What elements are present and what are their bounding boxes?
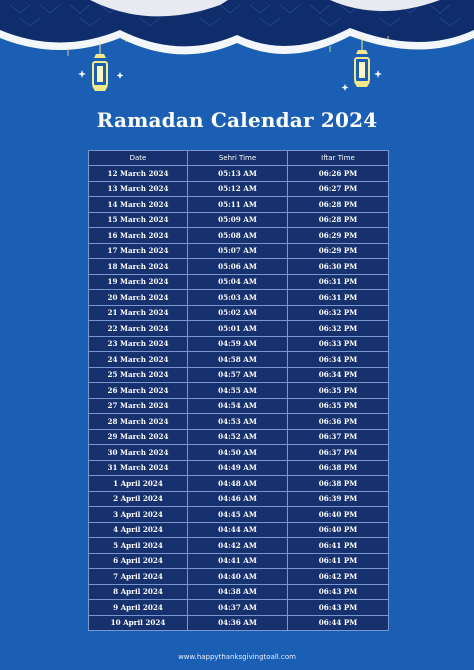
sehri-time-cell: 05:09 AM bbox=[188, 212, 288, 228]
iftar-time-cell: 06:37 PM bbox=[288, 445, 389, 461]
date-cell: 23 March 2024 bbox=[89, 336, 188, 352]
iftar-time-cell: 06:35 PM bbox=[288, 398, 389, 414]
iftar-time-cell: 06:27 PM bbox=[288, 181, 389, 197]
sehri-time-cell: 04:55 AM bbox=[188, 383, 288, 399]
sehri-time-cell: 05:01 AM bbox=[188, 321, 288, 337]
sehri-time-cell: 04:46 AM bbox=[188, 491, 288, 507]
date-cell: 6 April 2024 bbox=[89, 553, 188, 569]
iftar-time-cell: 06:37 PM bbox=[288, 429, 389, 445]
table-row bbox=[89, 166, 389, 182]
table-row bbox=[89, 274, 389, 290]
table-row bbox=[89, 445, 389, 461]
sehri-time-cell: 05:08 AM bbox=[188, 228, 288, 244]
date-cell: 26 March 2024 bbox=[89, 383, 188, 399]
sehri-time-cell: 04:41 AM bbox=[188, 553, 288, 569]
date-cell: 4 April 2024 bbox=[89, 522, 188, 538]
iftar-time-cell: 06:28 PM bbox=[288, 212, 389, 228]
iftar-time-cell: 06:38 PM bbox=[288, 460, 389, 476]
date-cell: 21 March 2024 bbox=[89, 305, 188, 321]
sehri-time-cell: 05:03 AM bbox=[188, 290, 288, 306]
date-cell: 20 March 2024 bbox=[89, 290, 188, 306]
sehri-time-cell: 05:11 AM bbox=[188, 197, 288, 213]
iftar-time-cell: 06:39 PM bbox=[288, 491, 389, 507]
table-row bbox=[89, 476, 389, 492]
iftar-time-cell: 06:43 PM bbox=[288, 600, 389, 616]
iftar-time-cell: 06:32 PM bbox=[288, 321, 389, 337]
iftar-time-cell: 06:26 PM bbox=[288, 166, 389, 182]
table-row bbox=[89, 243, 389, 259]
table-row bbox=[89, 615, 389, 631]
sehri-time-cell: 04:58 AM bbox=[188, 352, 288, 368]
date-cell: 29 March 2024 bbox=[89, 429, 188, 445]
sehri-time-cell: 05:12 AM bbox=[188, 181, 288, 197]
iftar-time-cell: 06:33 PM bbox=[288, 336, 389, 352]
iftar-time-cell: 06:29 PM bbox=[288, 243, 389, 259]
table-row bbox=[89, 259, 389, 275]
iftar-time-cell: 06:30 PM bbox=[288, 259, 389, 275]
sehri-time-cell: 05:02 AM bbox=[188, 305, 288, 321]
crescent-moon-icon bbox=[327, 46, 333, 64]
date-cell: 19 March 2024 bbox=[89, 274, 188, 290]
table-row bbox=[89, 336, 389, 352]
table-row bbox=[89, 538, 389, 554]
iftar-time-cell: 06:36 PM bbox=[288, 414, 389, 430]
date-cell: 9 April 2024 bbox=[89, 600, 188, 616]
iftar-time-cell: 06:43 PM bbox=[288, 584, 389, 600]
table-row bbox=[89, 228, 389, 244]
iftar-time-cell: 06:34 PM bbox=[288, 352, 389, 368]
table-row bbox=[89, 305, 389, 321]
date-cell: 5 April 2024 bbox=[89, 538, 188, 554]
table-row bbox=[89, 290, 389, 306]
date-cell: 17 March 2024 bbox=[89, 243, 188, 259]
sehri-time-cell: 05:06 AM bbox=[188, 259, 288, 275]
table-row bbox=[89, 352, 389, 368]
iftar-time-cell: 06:41 PM bbox=[288, 538, 389, 554]
date-cell: 24 March 2024 bbox=[89, 352, 188, 368]
footer-website: www.happythanksgivingtoall.com bbox=[178, 653, 296, 661]
iftar-time-cell: 06:31 PM bbox=[288, 290, 389, 306]
column-header-sehri: Sehri Time bbox=[188, 151, 288, 166]
iftar-time-cell: 06:35 PM bbox=[288, 383, 389, 399]
table-row bbox=[89, 181, 389, 197]
sehri-time-cell: 05:13 AM bbox=[188, 166, 288, 182]
table-row bbox=[89, 197, 389, 213]
date-cell: 27 March 2024 bbox=[89, 398, 188, 414]
sehri-time-cell: 04:48 AM bbox=[188, 476, 288, 492]
date-cell: 10 April 2024 bbox=[89, 615, 188, 631]
iftar-time-cell: 06:42 PM bbox=[288, 569, 389, 585]
iftar-time-cell: 06:41 PM bbox=[288, 553, 389, 569]
iftar-time-cell: 06:44 PM bbox=[288, 615, 389, 631]
date-cell: 22 March 2024 bbox=[89, 321, 188, 337]
date-cell: 31 March 2024 bbox=[89, 460, 188, 476]
table-row bbox=[89, 460, 389, 476]
table-header-row bbox=[89, 151, 389, 166]
table-row bbox=[89, 507, 389, 523]
table-row bbox=[89, 414, 389, 430]
lantern-icon bbox=[92, 40, 108, 91]
date-cell: 3 April 2024 bbox=[89, 507, 188, 523]
date-cell: 16 March 2024 bbox=[89, 228, 188, 244]
iftar-time-cell: 06:29 PM bbox=[288, 228, 389, 244]
sehri-time-cell: 04:57 AM bbox=[188, 367, 288, 383]
sehri-time-cell: 04:40 AM bbox=[188, 569, 288, 585]
date-cell: 13 March 2024 bbox=[89, 181, 188, 197]
iftar-time-cell: 06:28 PM bbox=[288, 197, 389, 213]
sehri-time-cell: 05:07 AM bbox=[188, 243, 288, 259]
sehri-time-cell: 04:52 AM bbox=[188, 429, 288, 445]
sehri-time-cell: 04:42 AM bbox=[188, 538, 288, 554]
date-cell: 1 April 2024 bbox=[89, 476, 188, 492]
page-title: Ramadan Calendar 2024 bbox=[96, 108, 378, 132]
ramadan-timetable bbox=[88, 150, 389, 631]
sehri-time-cell: 05:04 AM bbox=[188, 274, 288, 290]
sehri-time-cell: 04:44 AM bbox=[188, 522, 288, 538]
iftar-time-cell: 06:38 PM bbox=[288, 476, 389, 492]
sehri-time-cell: 04:53 AM bbox=[188, 414, 288, 430]
date-cell: 30 March 2024 bbox=[89, 445, 188, 461]
table-row bbox=[89, 429, 389, 445]
date-cell: 2 April 2024 bbox=[89, 491, 188, 507]
date-cell: 25 March 2024 bbox=[89, 367, 188, 383]
sehri-time-cell: 04:45 AM bbox=[188, 507, 288, 523]
date-cell: 8 April 2024 bbox=[89, 584, 188, 600]
date-cell: 12 March 2024 bbox=[89, 166, 188, 182]
table-row bbox=[89, 398, 389, 414]
table-row bbox=[89, 491, 389, 507]
sehri-time-cell: 04:59 AM bbox=[188, 336, 288, 352]
crescent-moon-icon bbox=[65, 48, 71, 68]
table-row bbox=[89, 321, 389, 337]
column-header-iftar: Iftar Time bbox=[288, 151, 389, 166]
table-row bbox=[89, 553, 389, 569]
table-row bbox=[89, 212, 389, 228]
table-row bbox=[89, 600, 389, 616]
iftar-time-cell: 06:40 PM bbox=[288, 522, 389, 538]
sehri-time-cell: 04:37 AM bbox=[188, 600, 288, 616]
date-cell: 18 March 2024 bbox=[89, 259, 188, 275]
iftar-time-cell: 06:31 PM bbox=[288, 274, 389, 290]
date-cell: 15 March 2024 bbox=[89, 212, 188, 228]
column-header-date: Date bbox=[89, 151, 188, 166]
date-cell: 14 March 2024 bbox=[89, 197, 188, 213]
top-decorative-banner bbox=[0, 0, 474, 110]
table-row bbox=[89, 522, 389, 538]
iftar-time-cell: 06:34 PM bbox=[288, 367, 389, 383]
iftar-time-cell: 06:40 PM bbox=[288, 507, 389, 523]
date-cell: 28 March 2024 bbox=[89, 414, 188, 430]
table-row bbox=[89, 383, 389, 399]
sehri-time-cell: 04:50 AM bbox=[188, 445, 288, 461]
lantern-icon bbox=[354, 36, 370, 87]
sehri-time-cell: 04:54 AM bbox=[188, 398, 288, 414]
sehri-time-cell: 04:36 AM bbox=[188, 615, 288, 631]
sehri-time-cell: 04:49 AM bbox=[188, 460, 288, 476]
table-row bbox=[89, 584, 389, 600]
sehri-time-cell: 04:38 AM bbox=[188, 584, 288, 600]
date-cell: 7 April 2024 bbox=[89, 569, 188, 585]
iftar-time-cell: 06:32 PM bbox=[288, 305, 389, 321]
table-row bbox=[89, 569, 389, 585]
star-icon bbox=[78, 70, 382, 91]
table-row bbox=[89, 367, 389, 383]
